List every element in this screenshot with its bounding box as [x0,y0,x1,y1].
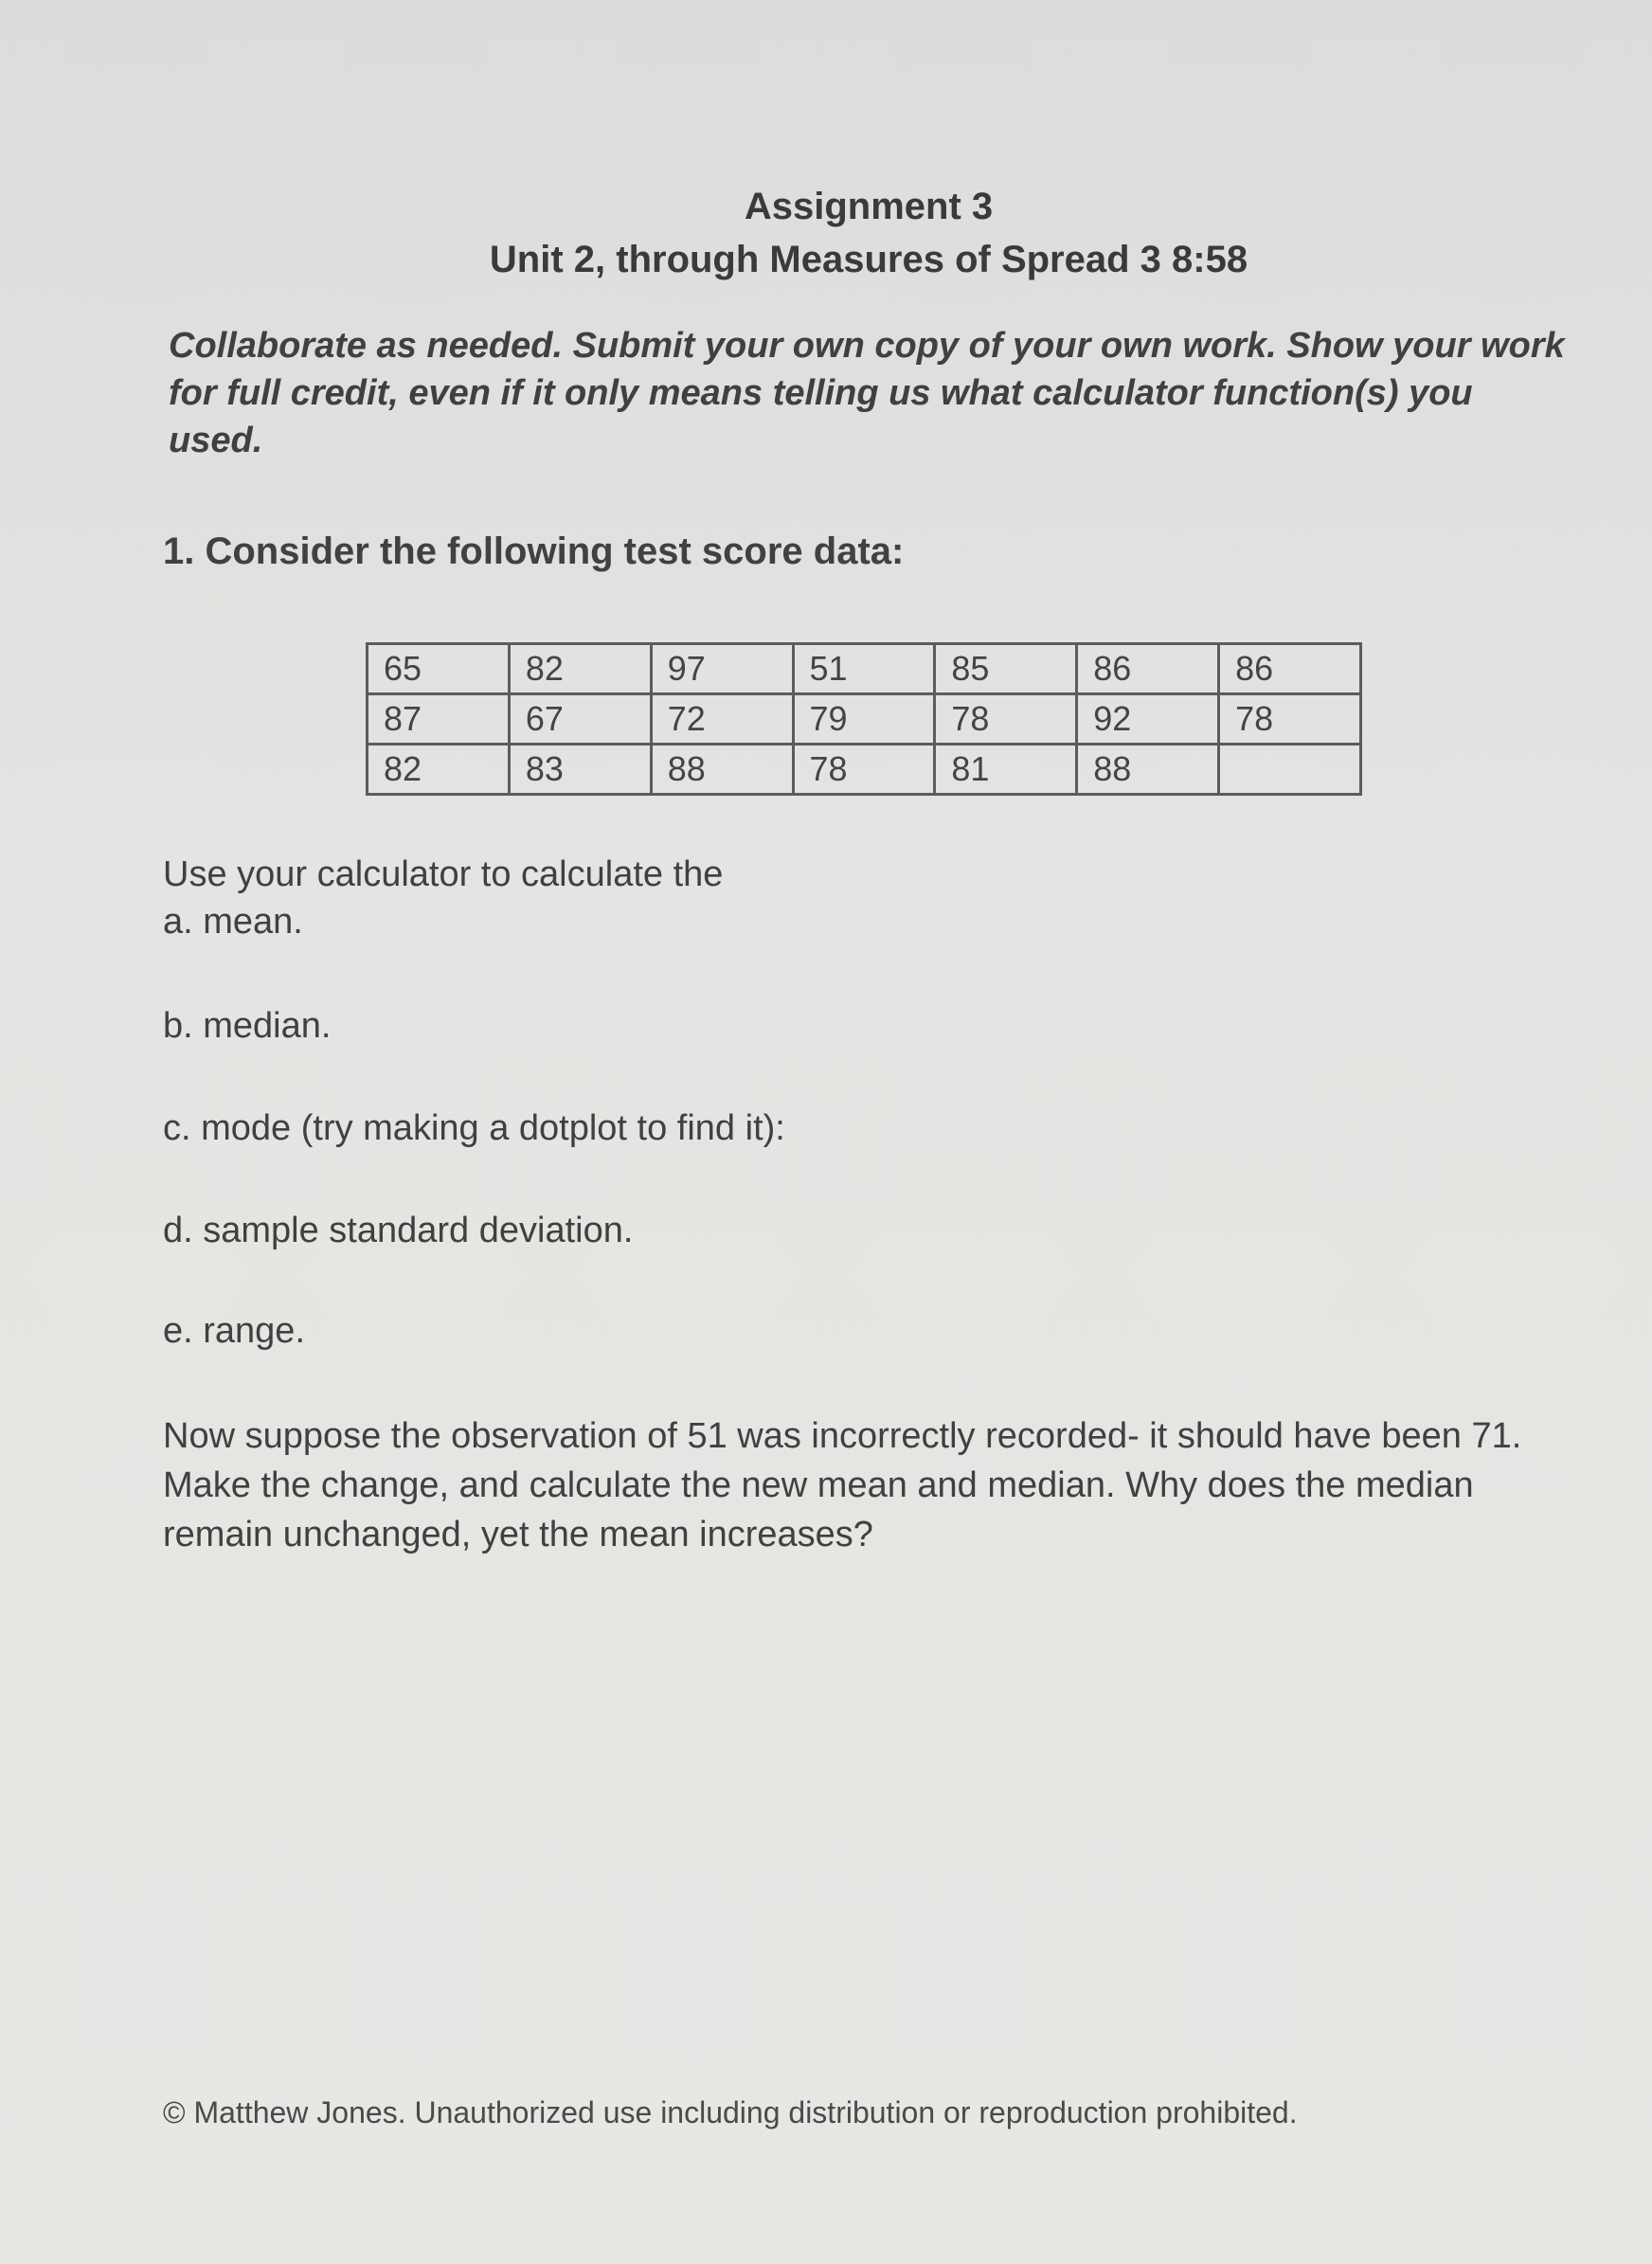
table-cell: 72 [651,694,793,745]
table-cell: 86 [1077,644,1219,694]
part-a-mean: a. mean. [163,902,303,942]
part-d-std-dev: d. sample standard deviation. [163,1211,634,1250]
table-cell: 82 [368,745,510,795]
assignment-subtitle: Unit 2, through Measures of Spread 3 8:58 [489,239,1248,280]
question-1-prompt: 1. Consider the following test score data: [163,530,905,572]
score-data-table [366,642,1362,796]
table-cell: 65 [368,644,510,694]
table-cell: 88 [651,745,793,795]
part-e-range: e. range. [163,1311,305,1351]
table-cell: 85 [935,644,1077,694]
instructions-text: Collaborate as needed. Submit your own copy of your own work. Show your work for full credit, even if it only means telling us what calculator function(s) you used. [169,326,1565,460]
part-b-median: b. median. [163,1006,332,1046]
table-cell: 81 [935,745,1077,795]
table-cell: 87 [368,694,510,745]
table-cell: 79 [793,694,935,745]
table-row [368,644,1361,694]
table-row [368,694,1361,745]
copyright-notice: © Matthew Jones. Unauthorized use including distribution or reproduction prohibited. [163,2095,1298,2129]
table-cell: 92 [1077,694,1219,745]
table-row [368,745,1361,795]
table-cell: 78 [935,694,1077,745]
table-cell: 51 [793,644,935,694]
table-cell: 97 [651,644,793,694]
title-block [0,180,1652,286]
assignment-title: Assignment 3 [744,186,994,227]
table-cell: 88 [1077,745,1219,795]
table-cell: 82 [509,644,651,694]
table-cell: 86 [1219,644,1361,694]
table-cell: 83 [509,745,651,795]
calculator-prompt: Use your calculator to calculate the [163,854,724,894]
table-cell: 78 [1219,694,1361,745]
table-cell-empty [1219,745,1361,795]
table-cell: 78 [793,745,935,795]
part-c-mode: c. mode (try making a dotplot to find it): [163,1108,785,1148]
followup-question: Now suppose the observation of 51 was incorrectly recorded- it should have been 71. Make the change, and calculate the new mean and median. Why does the median remain unchanged, yet the mean increases? [163,1416,1522,1554]
table-cell: 67 [509,694,651,745]
